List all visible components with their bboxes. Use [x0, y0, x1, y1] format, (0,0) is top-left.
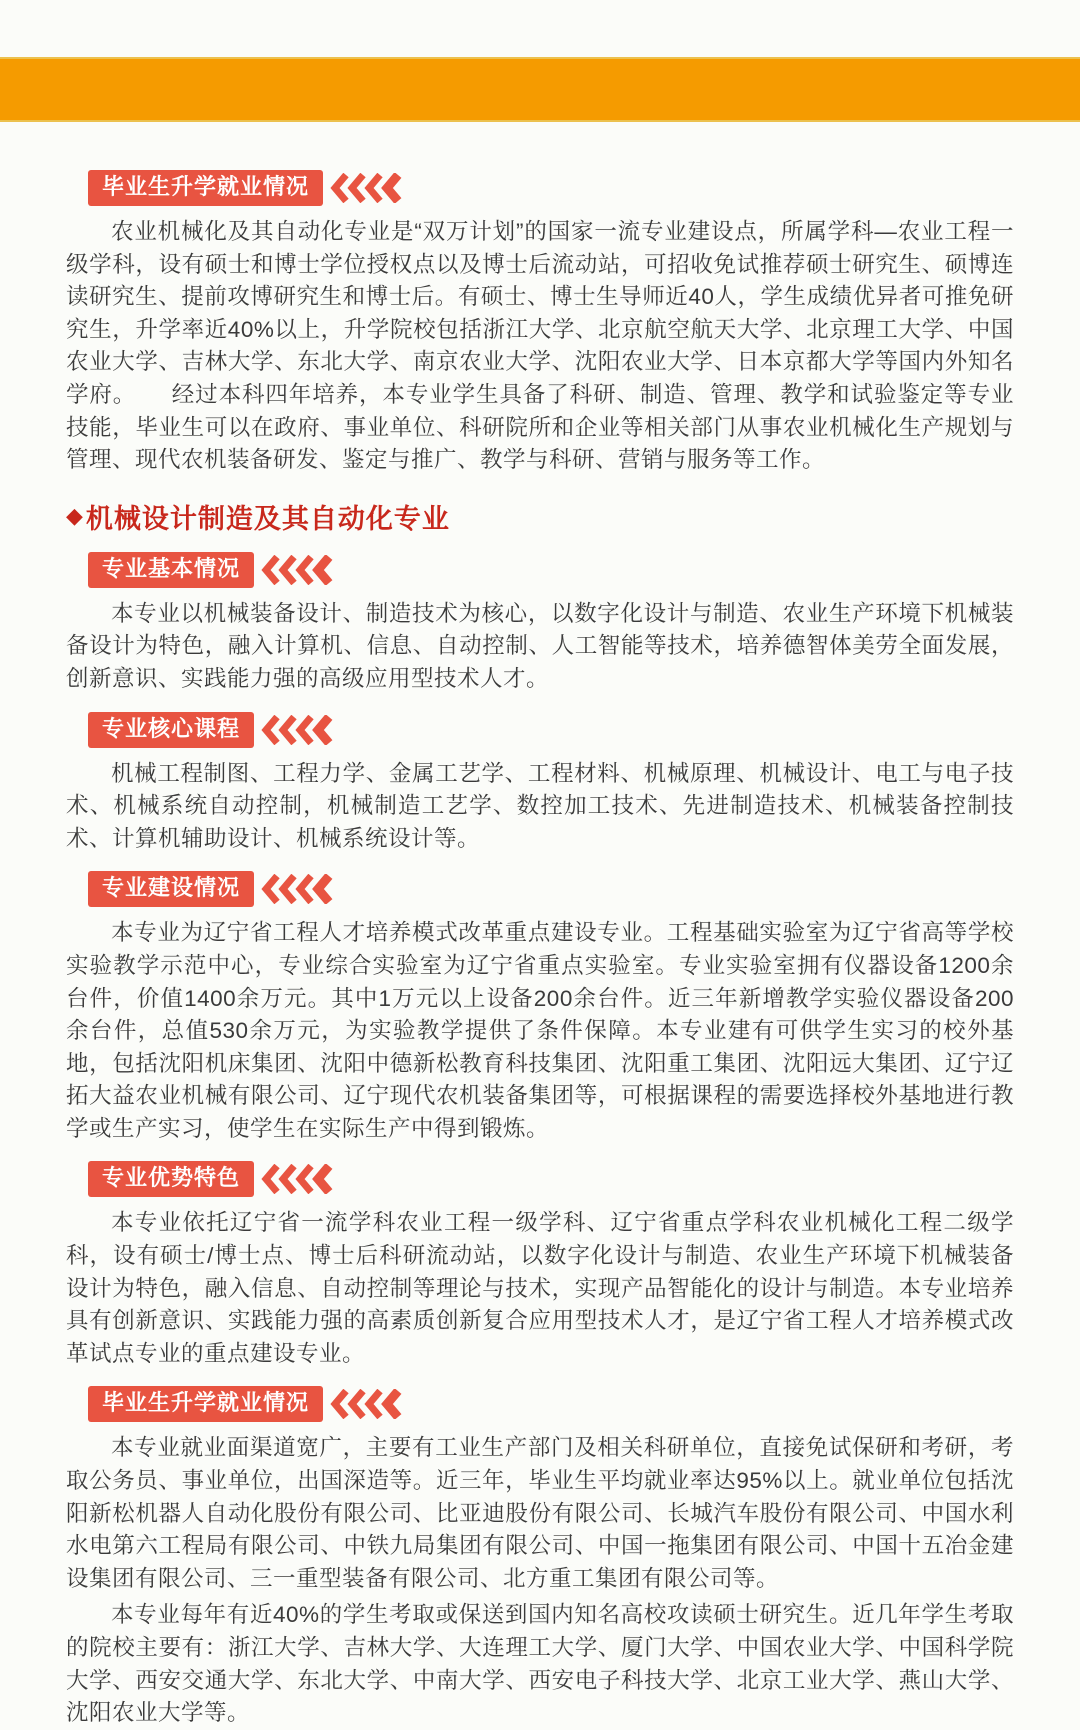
section-header-grad-employment-mech	[88, 1386, 1014, 1422]
paragraph-mech-employment: 本专业就业面渠道宽广，主要有工业生产部门及相关科研单位，直接免试保研和考研，考取公务员、事业单位，出国深造等。近三年，毕业生平均就业率达95%以上。就业单位包括沈阳新松机器人自动化股份有限公司、比亚迪股份有限公司、长城汽车股份有限公司、中国水利水电第六工程局有限公司、中铁九局集团有限公司、中国一拖集团有限公司、中国十五冶金建设集团有限公司、三一重型装备有限公司、北方重工集团有限公司等。	[66, 1435, 1014, 1591]
major-title	[66, 497, 1014, 536]
chevrons-left-icon	[261, 555, 339, 585]
section-header-core-courses	[88, 712, 1014, 748]
section-badge: 毕业生升学就业情况	[88, 170, 323, 206]
paragraph-construction: 本专业为辽宁省工程人才培养模式改革重点建设专业。工程基础实验室为辽宁省高等学校实验教学示范中心，专业综合实验室为辽宁省重点实验室。专业实验室拥有仪器设备1200余台件，价值1400余万元。其中1万元以上设备200余台件。近三年新增教学实验仪器设备200余台件，总值530余万元，为实验教学提供了条件保障。本专业建有可供学生实习的校外基地，包括沈阳机床集团、沈阳中德新松教育科技集团、沈阳重工集团、沈阳远大集团、辽宁辽拓大益农业机械有限公司、辽宁现代农机装备集团等，可根据课程的需要选择校外基地进行教学或生产实习，使学生在实际生产中得到锻炼。	[66, 920, 1014, 1141]
major-title-text: 机械设计制造及其自动化专业	[85, 503, 450, 534]
chevrons-left-icon	[261, 874, 339, 904]
section-badge: 专业基本情况	[88, 552, 254, 588]
chevrons-left-icon	[330, 1389, 408, 1419]
chevrons-left-icon	[261, 1164, 339, 1194]
diamond-bullet-icon: ◆	[66, 503, 84, 529]
page-content	[66, 164, 1014, 1730]
paragraph-basic-info: 本专业以机械装备设计、制造技术为核心，以数字化设计与制造、农业生产环境下机械装备设计为特色，融入计算机、信息、自动控制、人工智能等技术，培养德智体美劳全面发展，创新意识、实践能力强的高级应用型技术人才。	[66, 600, 1014, 691]
section-badge: 毕业生升学就业情况	[88, 1386, 323, 1422]
section-badge: 专业优势特色	[88, 1161, 254, 1197]
chevrons-left-icon	[261, 715, 339, 745]
section-badge: 专业核心课程	[88, 712, 254, 748]
orange-banner	[0, 57, 1080, 122]
section-header-basic-info	[88, 552, 1014, 588]
paragraph-mech-further-study: 本专业每年有近40%的学生考取或保送到国内知名高校攻读硕士研究生。近几年学生考取的院校主要有：浙江大学、吉林大学、大连理工大学、厦门大学、中国农业大学、中国科学院大学、西安交通大学、东北大学、中南大学、西安电子科技大学、北京工业大学、燕山大学、沈阳农业大学等。	[66, 1602, 1014, 1726]
paragraph-agri-employment: 农业机械化及其自动化专业是“双万计划”的国家一流专业建设点，所属学科—农业工程一级学科，设有硕士和博士学位授权点以及博士后流动站，可招收免试推荐硕士研究生、硕博连读研究生、提前攻博研究生和博士后。有硕士、博士生导师近40人，学生成绩优异者可推免研究生，升学率近40%以上，升学院校包括浙江大学、北京航空航天大学、北京理工大学、中国农业大学、吉林大学、东北大学、南京农业大学、沈阳农业大学、日本京都大学等国内外知名学府。 经过本科四年培养，本专业学生具备了科研、制造、管理、教学和试验鉴定等专业技能，毕业生可以在政府、事业单位、科研院所和企业等相关部门从事农业机械化生产规划与管理、现代农机装备研发、鉴定与推广、教学与科研、营销与服务等工作。	[66, 219, 1014, 473]
chevrons-left-icon	[330, 173, 408, 203]
paragraph-core-courses: 机械工程制图、工程力学、金属工艺学、工程材料、机械原理、机械设计、电工与电子技术、机械系统自动控制，机械制造工艺学、数控加工技术、先进制造技术、机械装备控制技术、计算机辅助设计、机械系统设计等。	[66, 760, 1014, 851]
section-badge: 专业建设情况	[88, 871, 254, 907]
paragraph-advantages: 本专业依托辽宁省一流学科农业工程一级学科、辽宁省重点学科农业机械化工程二级学科，设有硕士/博士点、博士后科研流动站，以数字化设计与制造、农业生产环境下机械装备设计为特色，融入信息、自动控制等理论与技术，实现产品智能化的设计与制造。本专业培养具有创新意识、实践能力强的高素质创新复合应用型技术人才，是辽宁省工程人才培养模式改革试点专业的重点建设专业。	[66, 1210, 1014, 1366]
section-header-advantages	[88, 1161, 1014, 1197]
section-header-construction	[88, 871, 1014, 907]
section-header-grad-employment-agri	[88, 170, 1014, 206]
